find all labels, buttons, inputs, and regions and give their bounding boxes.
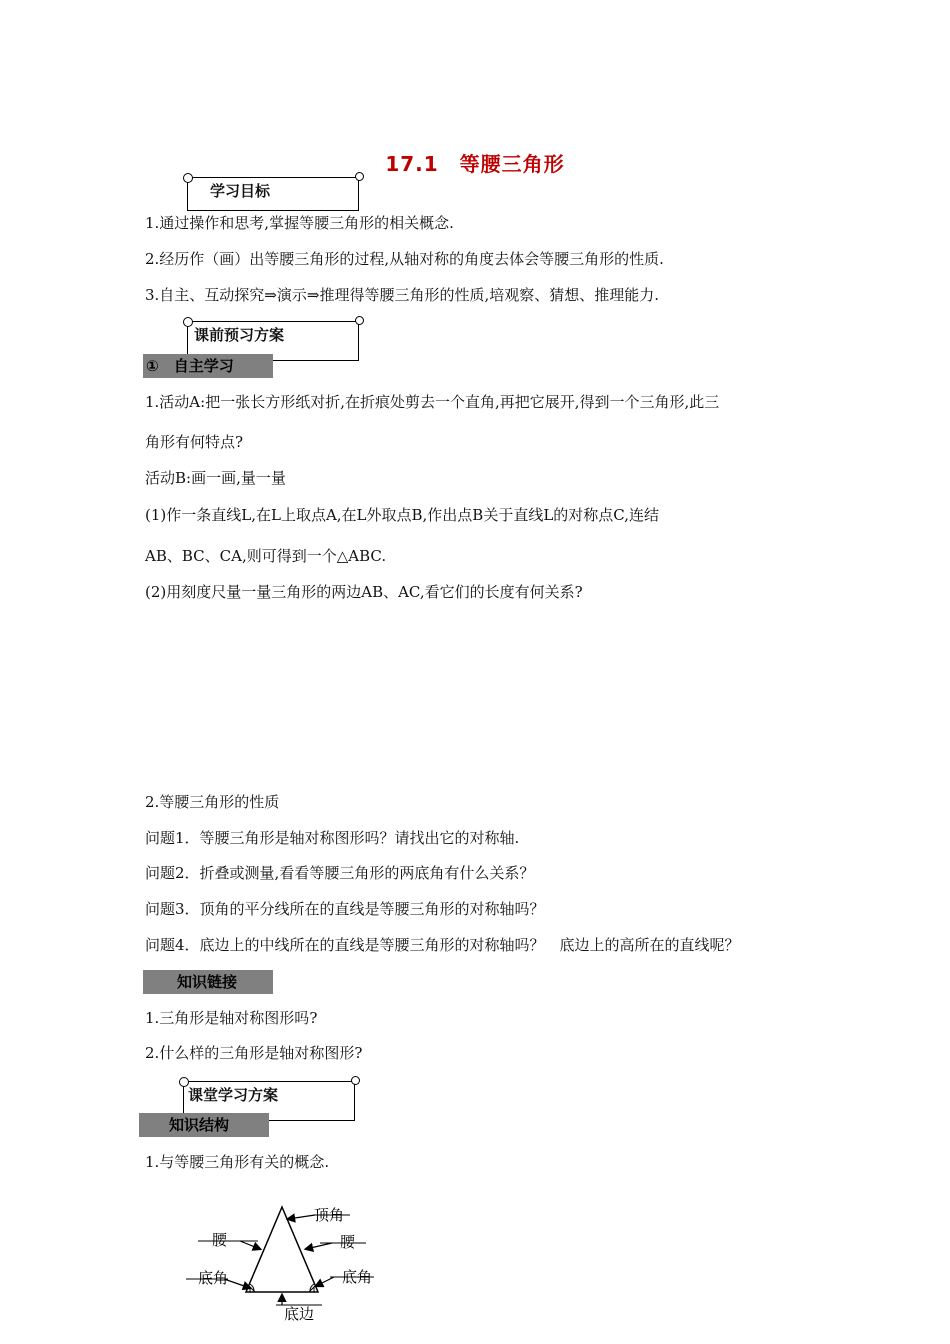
label-left-leg: 腰	[212, 1231, 228, 1249]
activity-a-line1: 1.活动A:把一张长方形纸对折,在折痕处剪去一个直角,再把它展开,得到一个三角形,此三	[145, 393, 720, 411]
subheading-knowledge-structure: 知识结构	[139, 1113, 269, 1137]
concept-title: 1.与等腰三角形有关的概念.	[145, 1153, 330, 1171]
activity-b-title: 活动B:画一画,量一量	[145, 469, 286, 487]
section-heading-label: 课堂学习方案	[188, 1086, 279, 1104]
link-item: 1.三角形是轴对称图形吗?	[145, 1009, 318, 1027]
link-item: 2.什么样的三角形是轴对称图形?	[145, 1044, 363, 1062]
properties-title: 2.等腰三角形的性质	[145, 793, 280, 811]
label-apex-angle: 顶角	[314, 1206, 345, 1224]
isosceles-triangle-diagram	[170, 1195, 390, 1325]
label-left-base-angle: 底角	[198, 1269, 229, 1287]
activity-b-step2: (2)用刻度尺量一量三角形的两边AB、AC,看它们的长度有何关系?	[145, 583, 583, 601]
section-heading-label: 课前预习方案	[194, 326, 285, 344]
subheading-knowledge-link: 知识链接	[143, 970, 273, 994]
page-title: 17.1 等腰三角形	[385, 152, 565, 176]
question-item: 问题3．顶角的平分线所在的直线是等腰三角形的对称轴吗？	[145, 900, 545, 918]
section-heading-goals	[187, 177, 359, 211]
label-right-leg: 腰	[340, 1233, 356, 1251]
section-heading-label: 学习目标	[210, 182, 271, 200]
goal-item: 2.经历作（画）出等腰三角形的过程,从轴对称的角度去体会等腰三角形的性质.	[145, 250, 664, 268]
question-item: 问题1．等腰三角形是轴对称图形吗？请找出它的对称轴.	[145, 829, 520, 847]
activity-a-line2: 角形有何特点?	[145, 433, 244, 451]
question-item: 问题4．底边上的中线所在的直线是等腰三角形的对称轴吗？ 底边上的高所在的直线呢？	[145, 936, 740, 954]
label-base: 底边	[284, 1305, 315, 1323]
subheading-self-study: ① 自主学习	[143, 354, 273, 378]
label-right-base-angle: 底角	[342, 1268, 373, 1286]
activity-b-step1-line1: (1)作一条直线L,在L上取点A,在L外取点B,作出点B关于直线L的对称点C,连结	[145, 506, 659, 524]
goal-item: 3.自主、互动探究⇒演示⇒推理得等腰三角形的性质,培观察、猜想、推理能力.	[145, 286, 659, 304]
question-item: 问题2．折叠或测量,看看等腰三角形的两底角有什么关系？	[145, 864, 535, 882]
goal-item: 1.通过操作和思考,掌握等腰三角形的相关概念.	[145, 214, 454, 232]
triangle-shape	[246, 1207, 318, 1292]
activity-b-step1-line2: AB、BC、CA,则可得到一个△ABC.	[145, 547, 387, 565]
